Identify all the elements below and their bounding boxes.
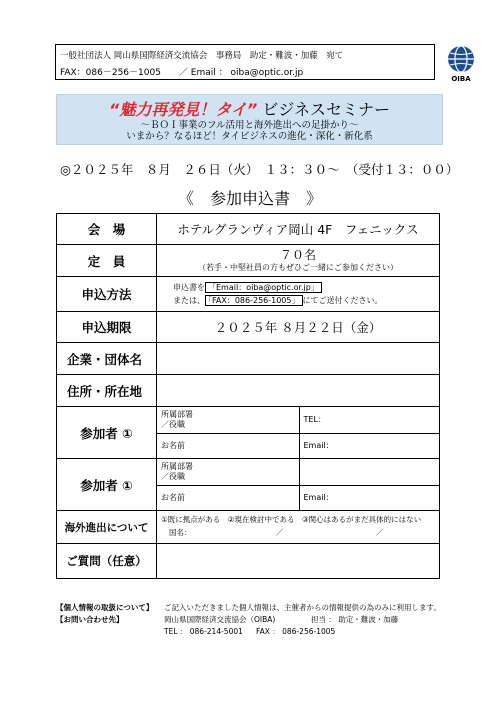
participant-1-name-field[interactable]: お名前: [161, 441, 185, 451]
method-cell: [157, 277, 440, 312]
method-email-box: 「Email：oiba@optic.or.jp」: [205, 282, 322, 293]
seminar-title-highlight: “魅力再発見！タイ”: [109, 100, 258, 119]
country-slash-2: ／: [376, 528, 384, 537]
contact-staff: 担当 ： 助定・難波・加藤: [311, 615, 399, 624]
contact-line: [60, 65, 303, 78]
capacity-value: ７０名: [279, 247, 316, 262]
participant-1-email-field[interactable]: Email：: [299, 433, 439, 458]
email-address: ／ Email ： oiba@optic.or.jp: [178, 68, 304, 78]
capacity-label: 定 員: [57, 245, 157, 277]
seminar-title-rest: ビジネスセミナー: [257, 100, 390, 119]
method-line-2-tail: にてご送付ください。: [302, 295, 383, 305]
fax-number: FAX：086－256－1005: [60, 68, 161, 78]
contact-phone-row: [56, 626, 439, 638]
deadline-value: ２０２５年 ８月２２日（金）: [157, 312, 440, 343]
method-fax-box: 「FAX：086-256-1005」: [205, 295, 303, 306]
participant-2-label: 参加者 ①: [57, 459, 157, 511]
privacy-key: 【個人情報の取扱について】: [56, 603, 154, 612]
contact-org: 岡山県国際経済交流協会（OIBA): [164, 615, 276, 624]
sender-header: [55, 44, 435, 80]
contact-fax: FAX ： 086-256-1005: [256, 627, 336, 636]
privacy-row: [56, 602, 439, 614]
participant-2-tel-field[interactable]: [299, 459, 439, 485]
participant-2-cell: [157, 459, 440, 511]
overseas-options[interactable]: ①既に拠点がある ②現在検討中である ③関心はあるがまだ具体的にはない: [161, 515, 422, 524]
participant-2-name-field[interactable]: お名前: [161, 493, 185, 503]
method-line-2-text: または、: [173, 295, 205, 305]
question-field[interactable]: [157, 544, 440, 579]
participant-1-tel-field[interactable]: TEL：: [299, 407, 439, 433]
overseas-cell: [157, 511, 440, 544]
venue-label: 会 場: [57, 214, 157, 245]
contact-row: [56, 614, 439, 626]
venue-value: ホテルグランヴィア岡山 4F フェニックス: [157, 214, 440, 245]
application-form: [56, 213, 440, 579]
privacy-text: ご記入いただきました個人情報は、主催者からの情報提供の為のみに利用します。: [164, 603, 441, 612]
participant-2-dept-field[interactable]: 所属部署 ／役職: [157, 459, 299, 485]
footer: [56, 602, 439, 638]
participant-1-label: 参加者 ①: [57, 407, 157, 459]
country-row: [161, 526, 439, 540]
method-label: 申込方法: [57, 277, 157, 312]
participant-2-email-field[interactable]: Email：: [299, 485, 439, 510]
capacity-cell: [157, 245, 440, 277]
overseas-label: 海外進出について: [57, 511, 157, 544]
contact-tel: TEL ： 086-214-5001: [164, 627, 243, 636]
seminar-subtitle-1: ～ＢＯＩ事業のフル活用と海外進出への足掛かり～: [140, 120, 359, 131]
participant-1-cell: [157, 407, 440, 459]
method-line-1: [173, 282, 439, 294]
recipient-line: 一般社団法人 岡山県国際経済交流協会 事務局 助定・難波・加藤 宛て: [60, 51, 344, 61]
contact-key: 【お問い合わせ先】: [56, 615, 124, 624]
address-label: 住所・所在地: [57, 375, 157, 407]
globe-icon: [441, 44, 481, 76]
form-title: 《 参加申込書 》: [177, 189, 322, 208]
oiba-logo: [441, 44, 481, 84]
method-line-1-text: 申込書を: [173, 282, 205, 292]
method-line-2: [173, 294, 439, 307]
logo-text: OIBA: [451, 75, 471, 83]
question-label: ご質問（任意）: [57, 544, 157, 579]
event-datetime: ◎２０２５年 ８月 ２６日（火） １３：３０～ （受付１３：００）: [60, 162, 459, 177]
capacity-note: （若手・中堅社員の方もぜひご一緒にご参加ください）: [198, 262, 398, 272]
participant-1-dept-field[interactable]: 所属部署 ／役職: [157, 407, 299, 433]
country-label: 国名：: [169, 528, 192, 537]
seminar-subtitle-2: いまから？なるほど！タイビジネスの進化・深化・新化系: [126, 131, 373, 142]
company-label: 企業・団体名: [57, 343, 157, 375]
address-field[interactable]: [157, 375, 440, 407]
company-field[interactable]: [157, 343, 440, 375]
country-slash-1: ／: [276, 528, 284, 537]
deadline-label: 申込期限: [57, 312, 157, 343]
seminar-banner: [56, 94, 443, 145]
